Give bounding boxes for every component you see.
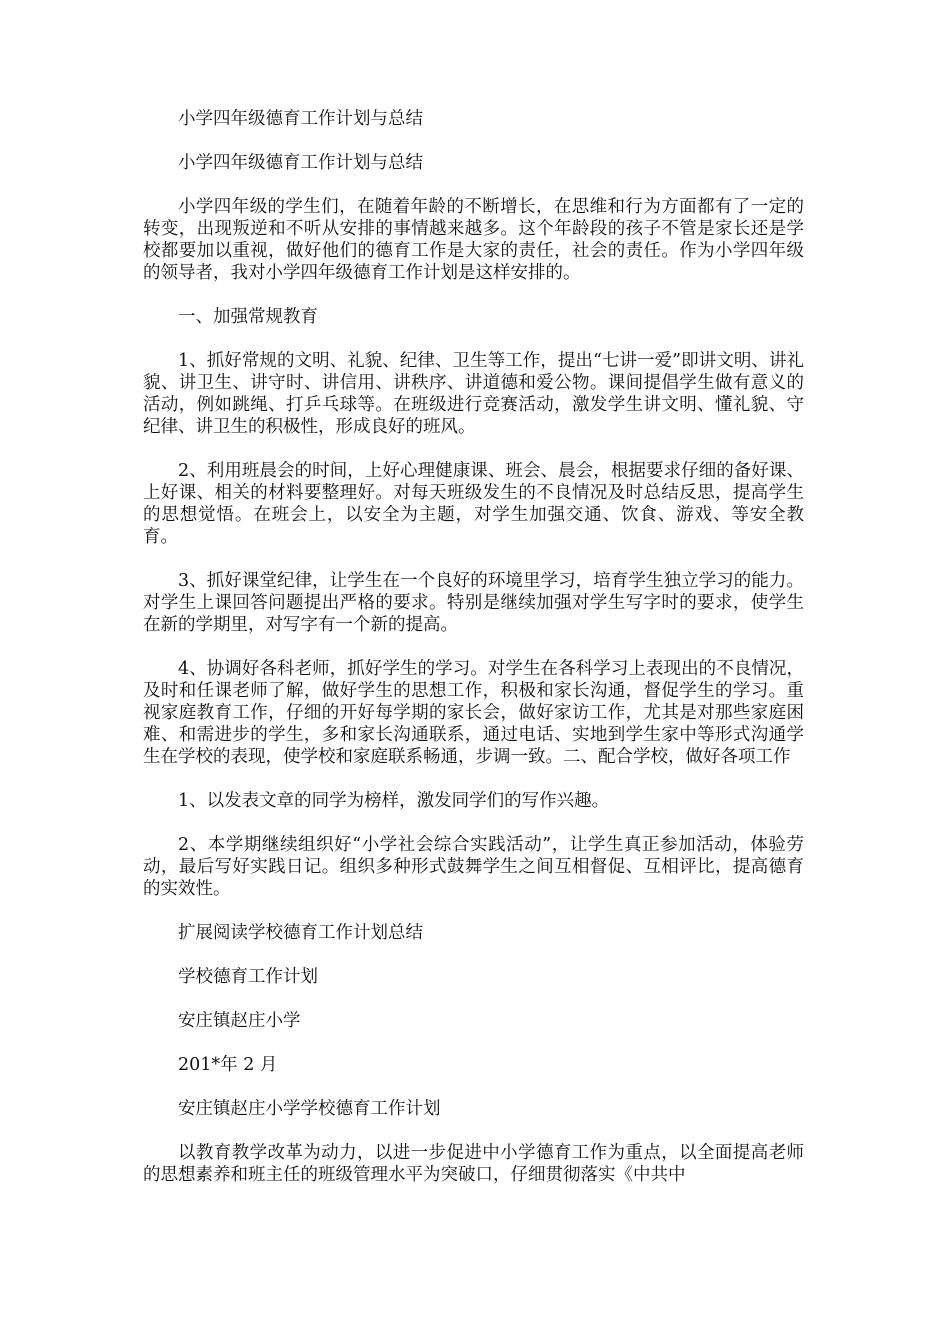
body-paragraph: 4、协调好各科老师，抓好学生的学习。对学生在各科学习上表现出的不良情况，及时和任课老师了解，做好学生的思想工作，积极和家长沟通，督促学生的学习。重视家庭教育工作，仔细的开好每学期的家长会，做好家访工作，尤其是对那些家庭困难、和需进步的学生，多和家长沟通联系，通过电话、实地到学生家中等形式沟通学生在学校的表现，使学校和家庭联系畅通，步调一致。二、配合学校，做好各项工作 <box>143 659 804 767</box>
body-paragraph: 3、抓好课堂纪律，让学生在一个良好的环境里学习，培育学生独立学习的能力。对学生上课回答问题提出严格的要求。特别是继续加强对学生写字时的要求，使学生在新的学期里，对写字有一个新的提高。 <box>143 571 804 635</box>
document-page <box>143 108 804 1208</box>
body-paragraph: 2、利用班晨会的时间，上好心理健康课、班会、晨会，根据要求仔细的备好课、上好课、相关的材料要整理好。对每天班级发生的不良情况及时总结反思，提高学生的思想觉悟。在班会上，以安全为主题，对学生加强交通、饮食、游戏、等安全教育。 <box>143 461 804 547</box>
intro-paragraph: 小学四年级的学生们，在随着年龄的不断增长，在思维和行为方面都有了一定的转变，出现叛逆和不听从安排的事情越来越多。这个年龄段的孩子不管是家长还是学校都要加以重视，做好他们的德育工作是大家的责任，社会的责任。作为小学四年级的领导者，我对小学四年级德育工作计划是这样安排的。 <box>143 197 804 283</box>
plan-title: 学校德育工作计划 <box>178 967 318 987</box>
section-heading-1: 一、加强常规教育 <box>178 307 318 327</box>
body-paragraph: 2、本学期继续组织好“小学社会综合实践活动”，让学生真正参加活动，体验劳动，最后写好实践日记。组织多种形式鼓舞学生之间互相督促、互相评比，提高德育的实效性。 <box>143 835 804 899</box>
document-subtitle: 小学四年级德育工作计划与总结 <box>178 153 423 173</box>
body-paragraph: 1、以发表文章的同学为榜样，激发同学们的写作兴趣。 <box>178 791 610 811</box>
document-date: 201*年 2 月 <box>178 1055 278 1075</box>
extended-reading-heading: 扩展阅读学校德育工作计划总结 <box>178 923 423 943</box>
body-paragraph: 以教育教学改革为动力，以进一步促进中小学德育工作为重点，以全面提高老师的思想素养和班主任的班级管理水平为突破口，仔细贯彻落实《中共中 <box>143 1143 804 1185</box>
school-name: 安庄镇赵庄小学 <box>178 1011 301 1031</box>
document-title: 小学四年级德育工作计划与总结 <box>178 109 423 129</box>
plan-full-title: 安庄镇赵庄小学学校德育工作计划 <box>178 1099 441 1119</box>
body-paragraph: 1、抓好常规的文明、礼貌、纪律、卫生等工作，提出“七讲一爱”即讲文明、讲礼貌、讲卫生、讲守时、讲信用、讲秩序、讲道德和爱公物。课间提倡学生做有意义的活动，例如跳绳、打乒乓球等。在班级进行竞赛活动，激发学生讲文明、懂礼貌、守纪律、讲卫生的积极性，形成良好的班风。 <box>143 351 804 437</box>
